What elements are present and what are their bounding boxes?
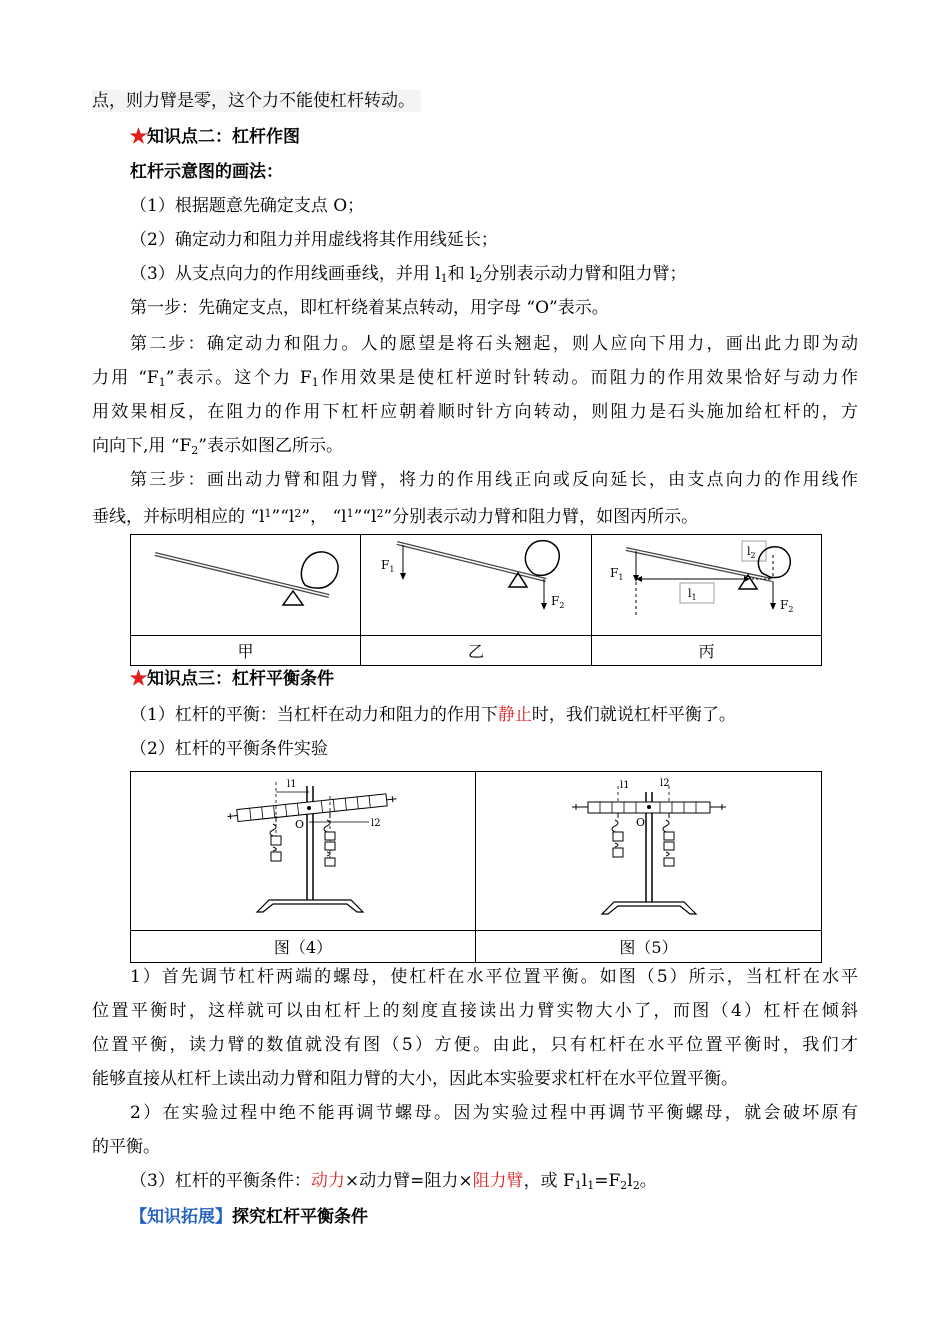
figure2-table: [130, 771, 822, 963]
step-second-line2: 力用 “$F_1$”表示。这个力 $F_1$作用效果是使杠杆逆时针转动。而阻力的作用效果恰好与动力作: [92, 368, 859, 389]
drawing-step3: （3）从支点向力的作用线画垂线，并用 $l_1$和 $l_2$分别表示动力臂和阻力臂；: [130, 264, 687, 285]
caption-jia: 甲: [131, 636, 361, 666]
drawing-step2: （2）确定动力和阻力并用虚线将其作用线延长；: [130, 230, 498, 250]
arm-l1-label-5: l1: [620, 780, 630, 791]
step-second-line3: 用效果相反，在阻力的作用下杠杆应朝着顺时针方向转动，则阻力是石头施加给杠杆的，方: [92, 402, 858, 422]
pivot-label-5: O: [636, 816, 646, 829]
lever-diagram-bing: [592, 535, 821, 635]
figure-yi-cell: [361, 535, 592, 636]
f1-label-bing: $F_1$: [610, 566, 624, 582]
pivot-label-4: O: [295, 818, 305, 831]
figure-jia-cell: [131, 535, 361, 636]
drawing-step1: （1）根据题意先确定支点 O；: [130, 196, 365, 216]
explain-p1-line3: 位置平衡，读力臂的数值就没有图（5）方便。由此，只有杠杆在水平位置平衡时，我们才: [92, 1035, 858, 1055]
f1-label-yi: $F_1$: [381, 558, 395, 574]
intro-tail: 点，则力臂是零，这个力不能使杠杆转动。: [92, 90, 421, 112]
figure5-cell: [476, 772, 822, 931]
explain-p1-line1: 1）首先调节杠杆两端的螺母，使杠杆在水平位置平衡。如图（5）所示，当杠杆在水平: [130, 967, 858, 987]
f2-label-yi: $F_2$: [551, 594, 565, 610]
caption-yi: 乙: [361, 636, 592, 666]
l1-label-bing: $l_1$: [688, 587, 697, 602]
section2-heading: [130, 126, 300, 148]
arm-l2-label-4: l2: [371, 818, 381, 829]
explain-p2-line1: 2）在实验过程中绝不能再调节螺母。因为实验过程中再调节平衡螺母，就会破坏原有: [130, 1103, 858, 1123]
step-first: 第一步：先确定支点，即杠杆绕着某点转动，用字母 “O”表示。: [130, 298, 609, 318]
arm-l1-label-4: l1: [287, 779, 297, 790]
lever-diagram-jia: [131, 535, 360, 635]
star-icon: ★: [130, 127, 147, 147]
star-icon: ★: [130, 669, 147, 689]
explain-p1-line2: 位置平衡时，这样就可以由杠杆上的刻度直接读出力臂实物大小了，而图（4）杠杆在倾斜: [92, 1001, 858, 1021]
arm-l2-label-5: l2: [660, 778, 670, 789]
caption-bing: 丙: [592, 636, 822, 666]
balance-definition: （1）杠杆的平衡：当杠杆在动力和阻力的作用下静止时，我们就说杠杆平衡了。: [130, 705, 736, 725]
explain-p1-line4: 能够直接从杠杆上读出动力臂和阻力臂的大小，因此本实验要求杠杆在水平位置平衡。: [92, 1069, 738, 1089]
step-third-line2: 垂线，并标明相应的 “$l^1”“l^2$”， “$l^1”“l^2$”分别表示动力臂和阻力臂，如图丙所示。: [92, 507, 699, 527]
balance-condition: （3）杠杆的平衡条件：动力×动力臂=阻力×阻力臂，或 $F_1l_1=F_2l_2$。: [130, 1171, 657, 1192]
horizontal-lever-apparatus: [476, 772, 821, 930]
figure4-cell: [131, 772, 476, 931]
caption-figure5: 图（5）: [476, 931, 822, 963]
drawing-method-heading: 杠杆示意图的画法：: [130, 162, 283, 182]
section3-heading: [130, 668, 334, 690]
tilted-lever-apparatus: [131, 772, 475, 930]
knowledge-extension-heading: 【知识拓展】探究杠杆平衡条件: [130, 1207, 368, 1227]
figure-bing-cell: [592, 535, 822, 636]
section3-title: 知识点三：杠杆平衡条件: [147, 669, 334, 689]
explain-p2-line2: 的平衡。: [92, 1137, 160, 1157]
balance-experiment: （2）杠杆的平衡条件实验: [130, 739, 328, 759]
step-second-line4: 向向下,用 “$F_2$”表示如图乙所示。: [92, 436, 343, 457]
l2-label-bing: $l_2$: [747, 545, 756, 560]
caption-figure4: 图（4）: [131, 931, 476, 963]
f2-label-bing: $F_2$: [780, 598, 794, 614]
lever-diagram-yi: [361, 535, 591, 635]
figure1-table: [130, 534, 822, 666]
section2-title: 知识点二：杠杆作图: [147, 127, 300, 147]
step-third-line1: 第三步：画出动力臂和阻力臂，将力的作用线正向或反向延长，由支点向力的作用线作: [130, 470, 858, 490]
step-second-line1: 第二步：确定动力和阻力。人的愿望是将石头翘起，则人应向下用力，画出此力即为动: [130, 334, 858, 354]
